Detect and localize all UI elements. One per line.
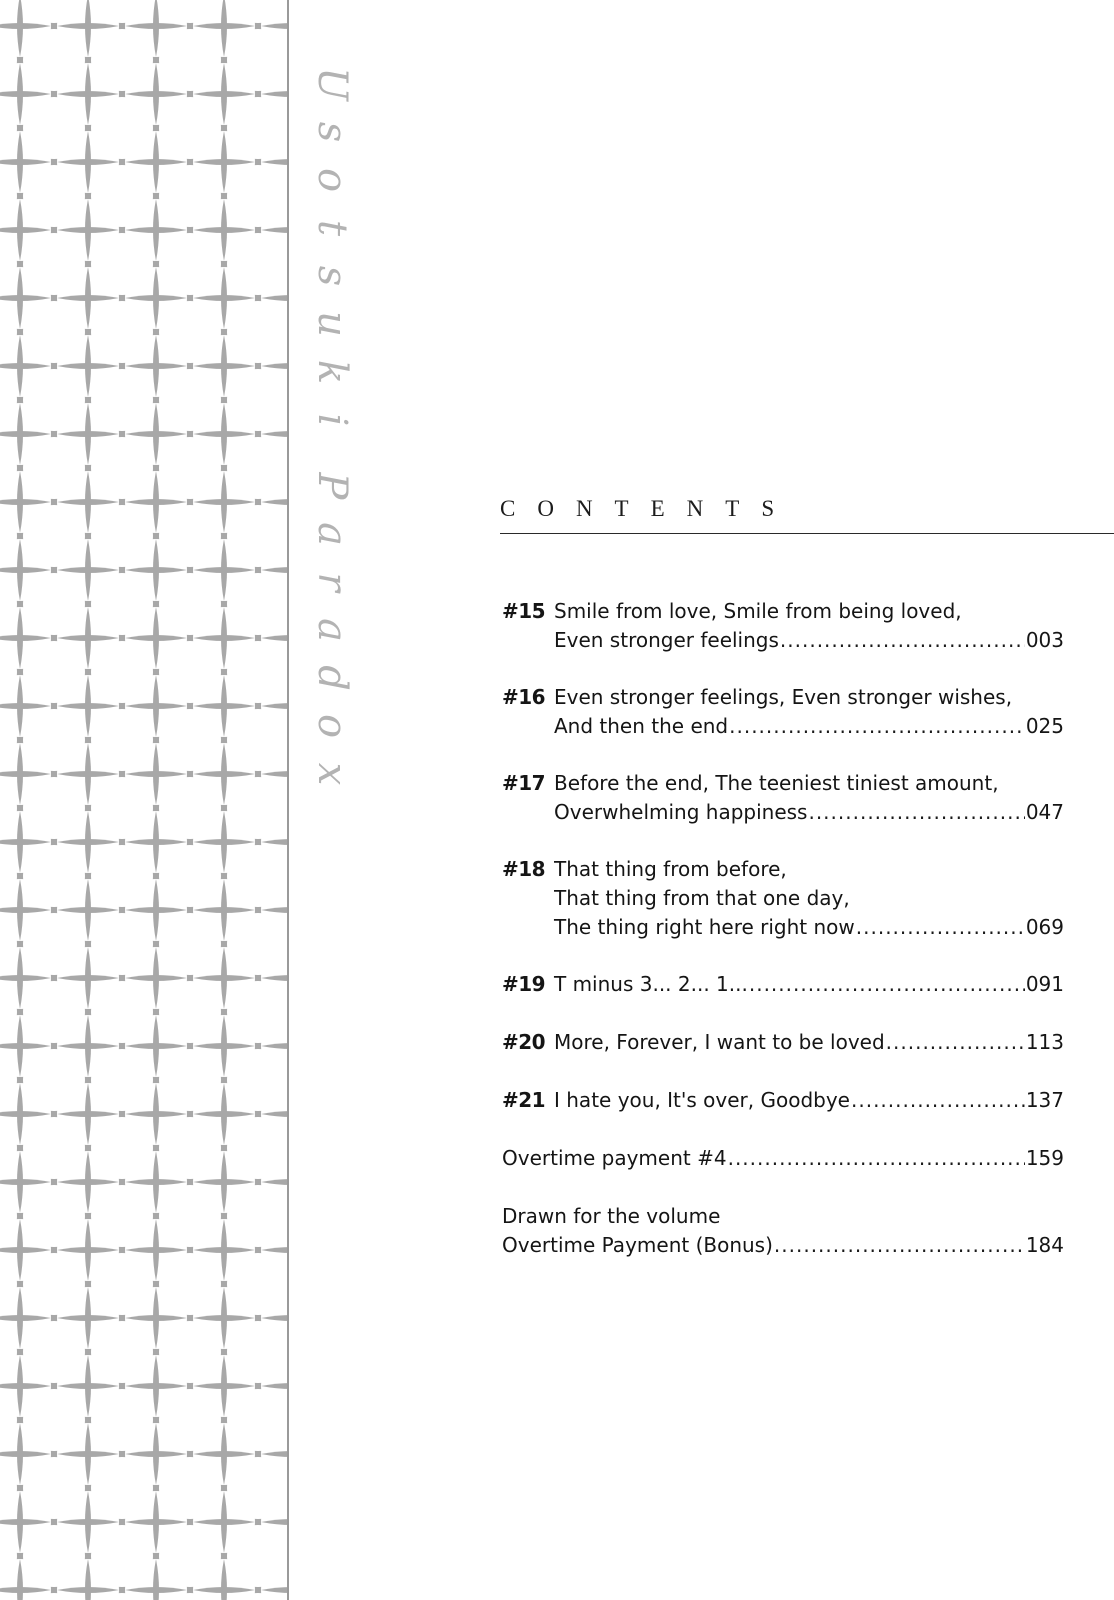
toc-entry-body [554,683,1064,741]
contents-heading: CONTENTS [500,496,797,521]
chapter-title-text: Overtime payment #4 [502,1146,727,1170]
page-number: 003 [1025,628,1064,652]
chapter-number: #20 [502,1030,546,1054]
toc-entry [502,597,1064,655]
page-number: 184 [1025,1233,1064,1257]
toc-entry-body [554,855,1064,942]
vertical-series-title [302,60,362,960]
page-number: 025 [1025,714,1064,738]
vertical-title-letter: t [309,219,355,237]
table-of-contents [502,597,1064,1288]
chapter-title-leader-line [554,913,1064,942]
chapter-title-text: The thing right here right now [554,915,855,939]
vertical-title-letter: i [309,413,355,427]
toc-entry-body [554,970,1064,999]
dot-leader [749,970,1025,999]
chapter-title-line: That thing from that one day, [554,886,850,910]
page-number: 137 [1025,1088,1064,1112]
toc-entry [502,769,1064,827]
vertical-title-letter: s [309,265,355,287]
chapter-title-line: That thing from before, [554,857,787,881]
dot-leader [728,1144,1025,1173]
chapter-title-leader-line [554,798,1064,827]
chapter-title-leader-line [502,1231,1064,1260]
toc-entry [502,970,1064,999]
chapter-number: #15 [502,599,546,623]
dot-leader [886,1028,1025,1057]
page-number: 113 [1025,1030,1064,1054]
vertical-title-letter: U [309,67,355,101]
vertical-title-letter: d [309,665,355,691]
dot-leader [856,913,1025,942]
chapter-title-leader-line [554,712,1064,741]
toc-entry-body [502,1144,1064,1173]
chapter-title-text: I hate you, It's over, Goodbye [554,1088,850,1112]
chapter-title-text: T minus 3... 2... 1... [554,972,748,996]
chapter-number: #17 [502,771,546,795]
chapter-title-text: Overwhelming happiness [554,800,808,824]
vertical-title-letter: x [309,762,355,786]
vertical-title-letter: o [309,167,355,193]
chapter-title-leader-line [554,1086,1064,1115]
pattern-strip-edge [287,0,289,1600]
dot-leader [774,1231,1025,1260]
vertical-title-letter: a [309,522,355,546]
decorative-pattern-strip [0,0,287,1600]
vertical-title-letter: o [309,713,355,739]
chapter-number: #19 [502,972,546,996]
dot-leader [808,798,1024,827]
dot-leader [729,712,1025,741]
chapter-title-leader-line [502,1144,1064,1173]
chapter-title-leader-line [554,626,1064,655]
page-number: 091 [1025,972,1064,996]
vertical-title-letter: P [309,472,355,500]
toc-entry [502,855,1064,942]
chapter-title-line: Drawn for the volume [502,1204,721,1228]
chapter-number: #18 [502,857,546,881]
chapter-title-text: Even stronger feelings [554,628,779,652]
chapter-number: #21 [502,1088,546,1112]
toc-entry [502,1086,1064,1115]
chapter-title-line: Smile from love, Smile from being loved, [554,599,962,623]
chapter-title-line: Before the end, The teeniest tiniest amount, [554,771,999,795]
toc-entry [502,1028,1064,1057]
vertical-title-letter: k [309,359,355,385]
chapter-title-leader-line [554,1028,1064,1057]
toc-entry-body [554,1028,1064,1057]
toc-entry [502,1202,1064,1260]
chapter-title-text: And then the end [554,714,729,738]
chapter-title-text: More, Forever, I want to be loved [554,1030,885,1054]
toc-entry-body [554,1086,1064,1115]
toc-entry [502,683,1064,741]
page-number: 159 [1025,1146,1064,1170]
vertical-title-letter: a [309,618,355,642]
toc-entry-body [554,597,1064,655]
dot-leader [851,1086,1025,1115]
toc-entry [502,1144,1064,1173]
vertical-title-letter: s [309,121,355,143]
chapter-number: #16 [502,685,546,709]
page-number: 069 [1025,915,1064,939]
toc-entry-body [554,769,1064,827]
toc-entry-body [502,1202,1064,1260]
page-number: 047 [1025,800,1064,824]
dot-leader [780,626,1025,655]
chapter-title-line: Even stronger feelings, Even stronger wishes, [554,685,1013,709]
vertical-title-letter: u [309,311,355,337]
vertical-title-letter: r [309,572,355,592]
chapter-title-leader-line [554,970,1064,999]
chapter-title-text: Overtime Payment (Bonus) [502,1233,773,1257]
heading-divider [500,533,1114,534]
